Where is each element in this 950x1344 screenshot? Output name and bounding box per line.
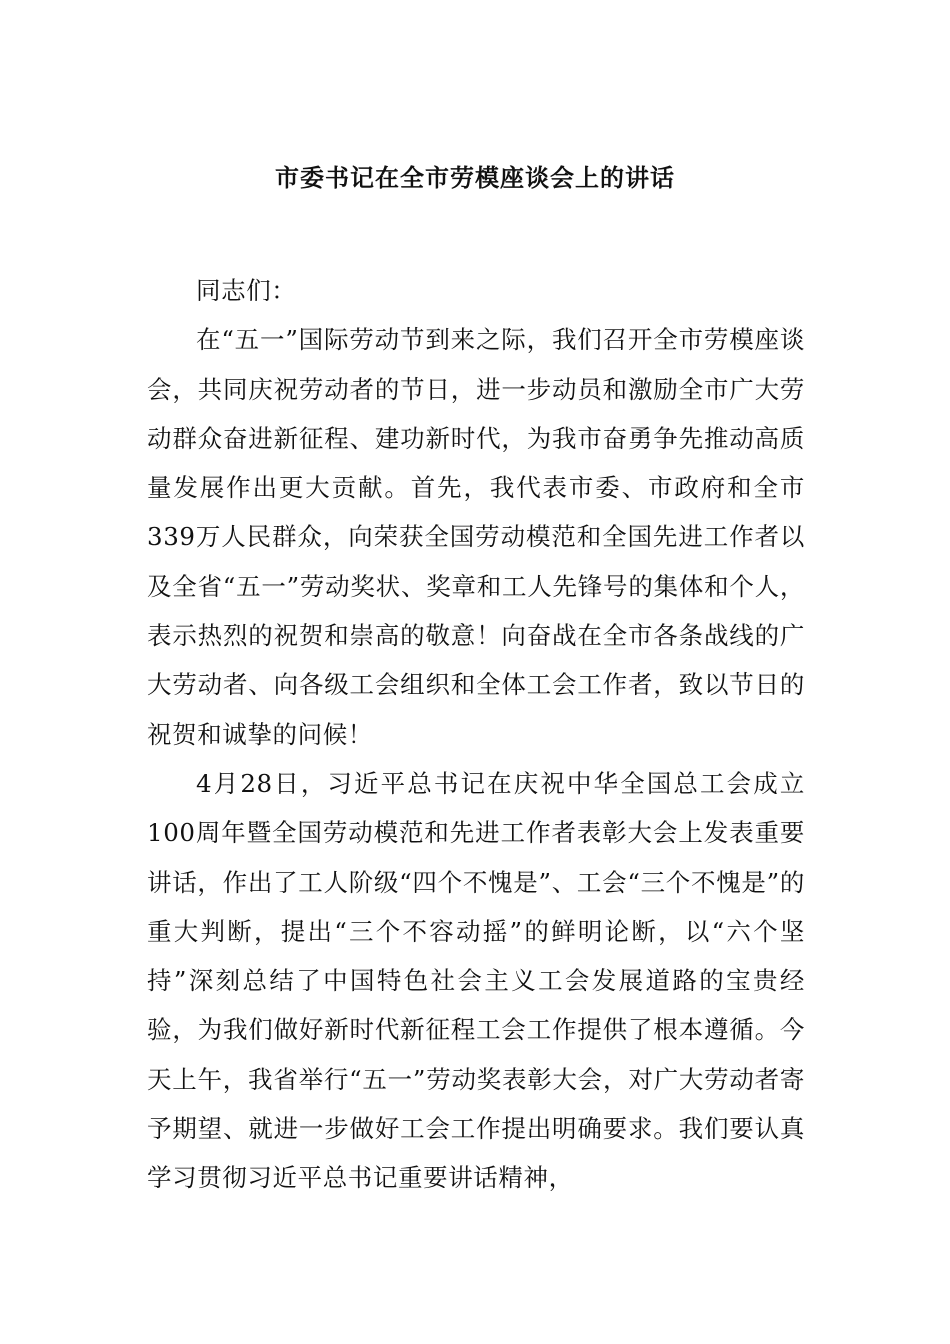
paragraph-1: 在“五一”国际劳动节到来之际，我们召开全市劳模座谈会，共同庆祝劳动者的节日，进一步动员和激励全市广大劳动群众奋进新征程、建功新时代，为我市奋勇争先推动高质量发展作出更大贡献。首先，我代表市委、市政府和全市339万人民群众，向荣获全国劳动模范和全国先进工作者以及全省“五一”劳动奖状、奖章和工人先锋号的集体和个人，表示热烈的祝贺和崇高的敬意！向奋战在全市各条战线的广大劳动者、向各级工会组织和全体工会工作者，致以节日的祝贺和诚挚的问候！ (147, 325, 805, 749)
document-body (147, 266, 805, 1203)
salutation: 同志们： (196, 276, 297, 305)
document-title: 市委书记在全市劳模座谈会上的讲话 (275, 163, 675, 192)
paragraph-2: 4月28日，习近平总书记在庆祝中华全国总工会成立100周年暨全国劳动模范和先进工作者表彰大会上发表重要讲话，作出了工人阶级“四个不愧是”、工会“三个不愧是”的重大判断，提出“三个不容动摇”的鲜明论断，以“六个坚持”深刻总结了中国特色社会主义工会发展道路的宝贵经验，为我们做好新时代新征程工会工作提供了根本遵循。今天上午，我省举行“五一”劳动奖表彰大会，对广大劳动者寄予期望、就进一步做好工会工作提出明确要求。我们要认真学习贯彻习近平总书记重要讲话精神， (147, 768, 805, 1193)
